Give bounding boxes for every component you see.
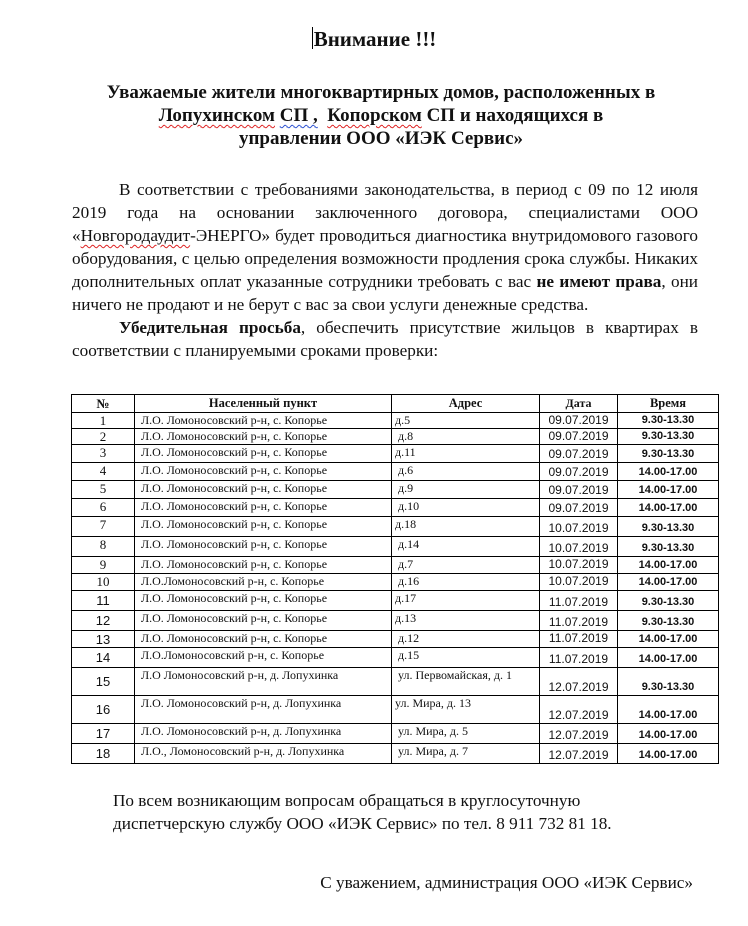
row-number: 3 xyxy=(72,445,135,463)
address-cell: д.10 xyxy=(392,499,540,517)
settlement-cell: Л.О. Ломоносовский р-н, с. Копорье xyxy=(135,445,392,463)
row-number: 5 xyxy=(72,481,135,499)
time-cell: 9.30-13.30 xyxy=(618,537,719,557)
spellcheck-word[interactable]: Копорском xyxy=(327,105,422,126)
address-cell: д.6 xyxy=(392,463,540,481)
table-row xyxy=(72,429,719,445)
table-row xyxy=(72,574,719,591)
address-cell: д.11 xyxy=(392,445,540,463)
row-number: 17 xyxy=(72,724,135,744)
header-settlement: Населенный пункт xyxy=(135,395,392,413)
address-cell: д.16 xyxy=(392,574,540,591)
table-header-row xyxy=(72,395,719,413)
table-row xyxy=(72,724,719,744)
date-cell: 09.07.2019 xyxy=(540,481,618,499)
header-date: Дата xyxy=(540,395,618,413)
time-cell: 14.00-17.00 xyxy=(618,481,719,499)
notice-body xyxy=(72,178,698,362)
table-row xyxy=(72,744,719,764)
address-cell: д.18 xyxy=(392,517,540,537)
row-number: 15 xyxy=(72,668,135,696)
contact-line-1: По всем возникающим вопросам обращаться в круглосуточную xyxy=(113,791,581,810)
row-number: 11 xyxy=(72,591,135,611)
table-row xyxy=(72,591,719,611)
table-row xyxy=(72,481,719,499)
row-number: 6 xyxy=(72,499,135,517)
row-number: 12 xyxy=(72,611,135,631)
row-number: 14 xyxy=(72,648,135,668)
address-cell: д.14 xyxy=(392,537,540,557)
address-cell: д.8 xyxy=(392,429,540,445)
text-cursor xyxy=(312,27,313,49)
date-cell: 09.07.2019 xyxy=(540,463,618,481)
table-row xyxy=(72,668,719,696)
table-row xyxy=(72,517,719,537)
table-row xyxy=(72,499,719,517)
settlement-cell: Л.О. Ломоносовский р-н, с. Копорье xyxy=(135,631,392,648)
address-cell: ул. Первомайская, д. 1 xyxy=(392,668,540,696)
date-cell: 09.07.2019 xyxy=(540,413,618,429)
paragraph-request: Убедительная просьба, обеспечить присутствие жильцов в квартирах в соответствии с планируемыми сроками проверки: xyxy=(72,318,698,360)
date-cell: 12.07.2019 xyxy=(540,696,618,724)
settlement-cell: Л.О. Ломоносовский р-н, д. Лопухинка xyxy=(135,724,392,744)
table-row xyxy=(72,557,719,574)
address-cell: ул. Мира, д. 7 xyxy=(392,744,540,764)
row-number: 18 xyxy=(72,744,135,764)
time-cell: 9.30-13.30 xyxy=(618,611,719,631)
table-row xyxy=(72,537,719,557)
address-cell: д.13 xyxy=(392,611,540,631)
table-row xyxy=(72,631,719,648)
date-cell: 12.07.2019 xyxy=(540,744,618,764)
row-number: 1 xyxy=(72,413,135,429)
paragraph-diagnostics: В соответствии с требованиями законодательства, в период с 09 по 12 июля 2019 года на основании заключенного договора, специалистами ООО «Новгородаудит-ЭНЕРГО» будет проводиться диагностика внутридомового газового оборудования, с целью определения возможности продления срока службы. Никаких дополнительных оплат указанные сотрудники требовать с вас не имеют права, они ничего не продают и не берут с вас за свои услуги денежные средства. xyxy=(72,180,698,314)
settlement-cell: Л.О.Ломоносовский р-н, с. Копорье xyxy=(135,574,392,591)
address-cell: д.12 xyxy=(392,631,540,648)
settlement-cell: Л.О. Ломоносовский р-н, с. Копорье xyxy=(135,537,392,557)
time-cell: 14.00-17.00 xyxy=(618,631,719,648)
date-cell: 10.07.2019 xyxy=(540,537,618,557)
settlement-cell: Л.О. Ломоносовский р-н, с. Копорье xyxy=(135,611,392,631)
address-cell: д.5 xyxy=(392,413,540,429)
date-cell: 09.07.2019 xyxy=(540,445,618,463)
row-number: 10 xyxy=(72,574,135,591)
time-cell: 14.00-17.00 xyxy=(618,499,719,517)
time-cell: 14.00-17.00 xyxy=(618,744,719,764)
contact-info xyxy=(113,789,612,835)
settlement-cell: Л.О. Ломоносовский р-н, с. Копорье xyxy=(135,517,392,537)
settlement-cell: Л.О., Ломоносовский р-н, д. Лопухинка xyxy=(135,744,392,764)
date-cell: 11.07.2019 xyxy=(540,648,618,668)
time-cell: 14.00-17.00 xyxy=(618,724,719,744)
date-cell: 09.07.2019 xyxy=(540,429,618,445)
date-cell: 10.07.2019 xyxy=(540,557,618,574)
time-cell: 14.00-17.00 xyxy=(618,463,719,481)
address-cell: д.7 xyxy=(392,557,540,574)
date-cell: 11.07.2019 xyxy=(540,611,618,631)
time-cell: 9.30-13.30 xyxy=(618,517,719,537)
notice-title: Внимание !!! xyxy=(313,27,437,51)
settlement-cell: Л.О. Ломоносовский р-н, с. Копорье xyxy=(135,557,392,574)
schedule-table-wrap xyxy=(71,394,719,764)
date-cell: 10.07.2019 xyxy=(540,574,618,591)
settlement-cell: Л.О. Ломоносовский р-н, с. Копорье xyxy=(135,591,392,611)
time-cell: 14.00-17.00 xyxy=(618,574,719,591)
date-cell: 11.07.2019 xyxy=(540,591,618,611)
time-cell: 9.30-13.30 xyxy=(618,445,719,463)
table-row xyxy=(72,463,719,481)
contact-line-2: диспетчерскую службу ООО «ИЭК Сервис» по тел. 8 911 732 81 18. xyxy=(113,814,612,833)
row-number: 9 xyxy=(72,557,135,574)
date-cell: 12.07.2019 xyxy=(540,668,618,696)
time-cell: 14.00-17.00 xyxy=(618,648,719,668)
spellcheck-word[interactable]: Лопухинском xyxy=(158,105,275,126)
settlement-cell: Л.О. Ломоносовский р-н, с. Копорье xyxy=(135,499,392,517)
table-row xyxy=(72,413,719,429)
date-cell: 10.07.2019 xyxy=(540,517,618,537)
date-cell: 11.07.2019 xyxy=(540,631,618,648)
header-address: Адрес xyxy=(392,395,540,413)
spellcheck-word[interactable]: Новгородаудит xyxy=(80,226,191,245)
address-cell: ул. Мира, д. 5 xyxy=(392,724,540,744)
settlement-cell: Л.О. Ломоносовский р-н, с. Копорье xyxy=(135,413,392,429)
schedule-table xyxy=(71,394,719,764)
subtitle-line-3: управлении ООО «ИЭК Сервис» xyxy=(238,128,524,149)
settlement-cell: Л.О. Ломоносовский р-н, с. Копорье xyxy=(135,463,392,481)
address-cell: д.9 xyxy=(392,481,540,499)
row-number: 16 xyxy=(72,696,135,724)
address-cell: д.15 xyxy=(392,648,540,668)
time-cell: 9.30-13.30 xyxy=(618,591,719,611)
settlement-cell: Л.О. Ломоносовский р-н, д. Лопухинка xyxy=(135,696,392,724)
grammar-check-word[interactable]: СП , xyxy=(279,105,318,126)
row-number: 4 xyxy=(72,463,135,481)
table-row xyxy=(72,648,719,668)
subtitle-line-2: Лопухинском СП , Копорском СП и находящихся в xyxy=(158,105,604,126)
address-cell: ул. Мира, д. 13 xyxy=(392,696,540,724)
time-cell: 14.00-17.00 xyxy=(618,557,719,574)
row-number: 8 xyxy=(72,537,135,557)
row-number: 2 xyxy=(72,429,135,445)
date-cell: 12.07.2019 xyxy=(540,724,618,744)
time-cell: 14.00-17.00 xyxy=(618,696,719,724)
settlement-cell: Л.О.Ломоносовский р-н, с. Копорье xyxy=(135,648,392,668)
settlement-cell: Л.О. Ломоносовский р-н, с. Копорье xyxy=(135,429,392,445)
date-cell: 09.07.2019 xyxy=(540,499,618,517)
table-row xyxy=(72,611,719,631)
row-number: 13 xyxy=(72,631,135,648)
table-row xyxy=(72,445,719,463)
table-row xyxy=(72,696,719,724)
time-cell: 9.30-13.30 xyxy=(618,413,719,429)
settlement-cell: Л.О. Ломоносовский р-н, с. Копорье xyxy=(135,481,392,499)
subtitle-line-1: Уважаемые жители многоквартирных домов, расположенных в xyxy=(106,82,656,103)
time-cell: 9.30-13.30 xyxy=(618,429,719,445)
notice-subtitle xyxy=(60,81,702,150)
header-number: № xyxy=(72,395,135,413)
table-body xyxy=(72,413,719,764)
signature: С уважением, администрация ООО «ИЭК Сервис» xyxy=(320,873,693,892)
settlement-cell: Л.О Ломоносовский р-н, д. Лопухинка xyxy=(135,668,392,696)
header-time: Время xyxy=(618,395,719,413)
row-number: 7 xyxy=(72,517,135,537)
time-cell: 9.30-13.30 xyxy=(618,668,719,696)
address-cell: д.17 xyxy=(392,591,540,611)
